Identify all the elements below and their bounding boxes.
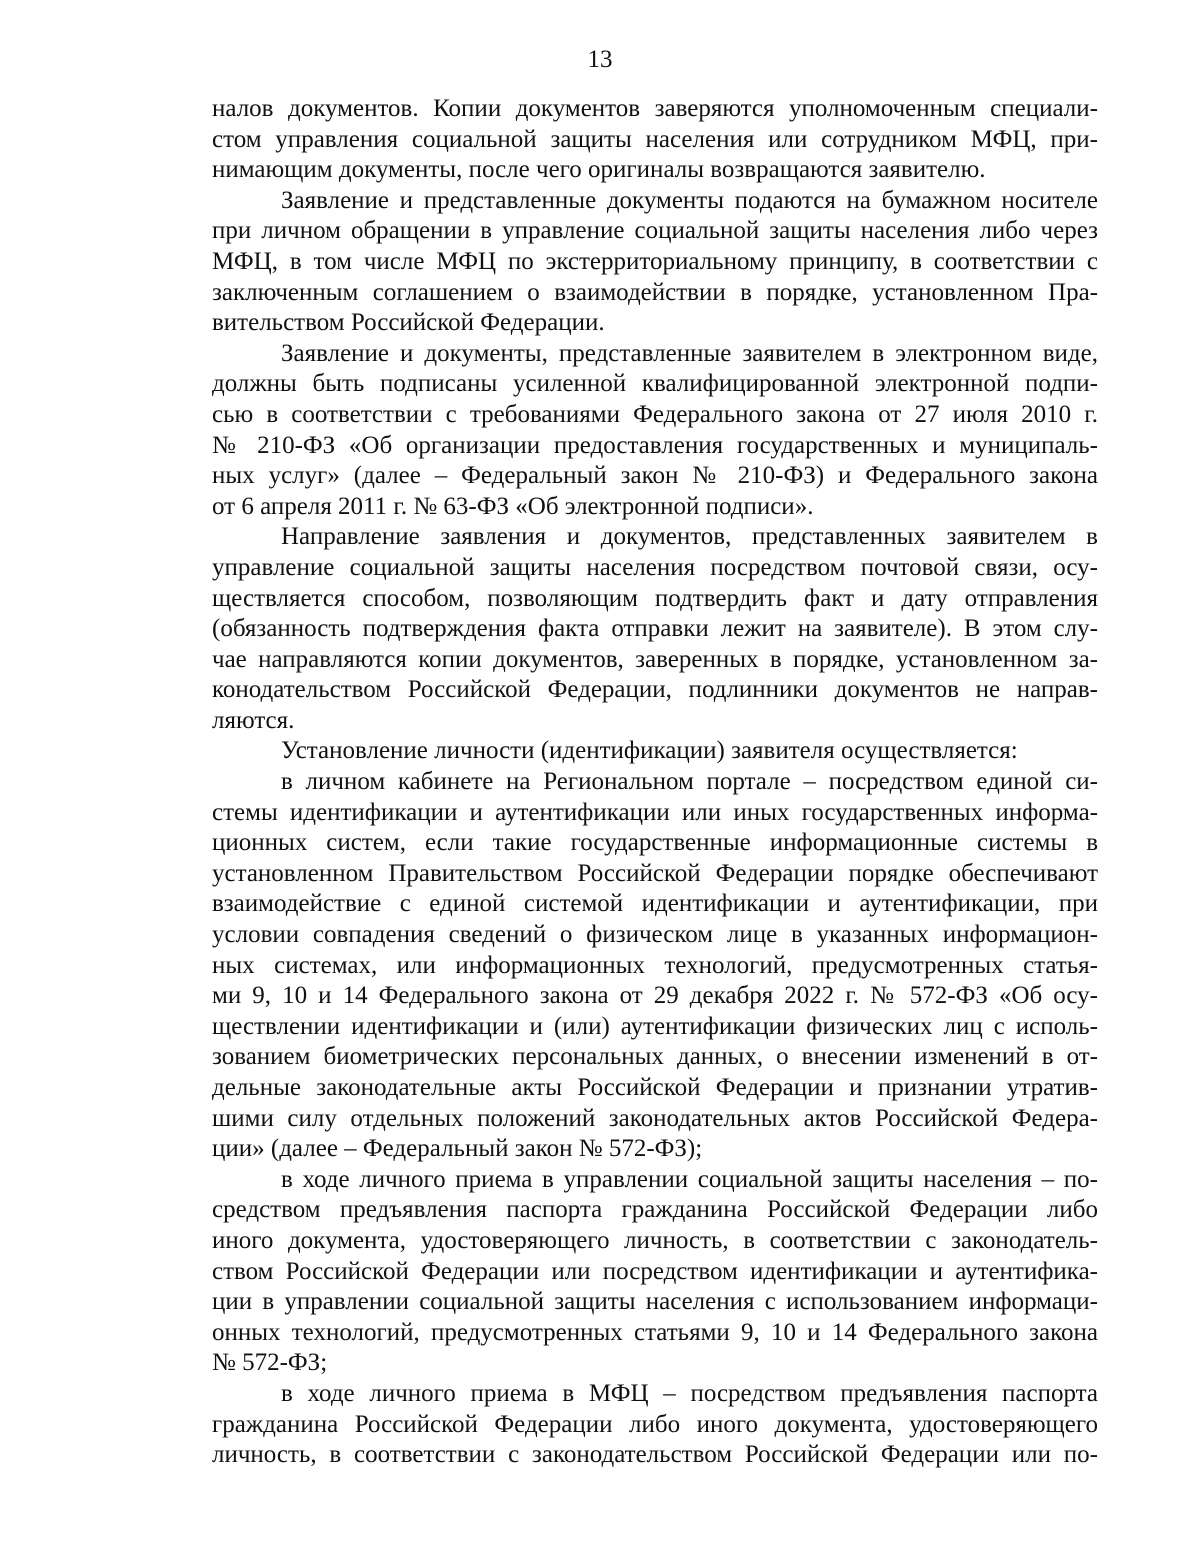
text-line: взаимодействие с единой системой идентификации и аутентификации, при [212, 890, 1098, 918]
text-line: № 572-ФЗ; [212, 1349, 328, 1377]
text-line: дельные законодательные акты Российской Федерации и признании утратив- [212, 1074, 1098, 1101]
text-line: ции» (далее – Федеральный закон № 572-ФЗ); [212, 1135, 703, 1163]
text-line: ных услуг» (далее – Федеральный закон № 210-ФЗ) и Федерального закона [212, 462, 1098, 490]
text-line: в ходе личного приема в МФЦ – посредством предъявления паспорта [281, 1379, 1098, 1407]
text-line: управление социальной защиты населения посредством почтовой связи, осу- [212, 553, 1098, 581]
text-line: от 6 апреля 2011 г. № 63-ФЗ «Об электронной подписи». [212, 492, 814, 520]
text-line: зованием биометрических персональных данных, о внесении изменений в от- [212, 1043, 1098, 1071]
text-line: конодательством Российской Федерации, подлинники документов не направ- [212, 676, 1098, 704]
text-line: Направление заявления и документов, представленных заявителем в [281, 523, 1098, 551]
text-line: ществляется способом, позволяющим подтвердить факт и дату отправления [212, 584, 1098, 612]
page-number: 13 [587, 46, 613, 73]
text-line: МФЦ, в том числе МФЦ по экстерриториальному принципу, в соответствии с [212, 247, 1098, 275]
text-line: должны быть подписаны усиленной квалифицированной электронной подпи- [212, 370, 1098, 398]
text-line: личность, в соответствии с законодательством Российской Федерации или по- [212, 1441, 1098, 1469]
text-line: нимающим документы, после чего оригиналы возвращаются заявителю. [212, 156, 986, 184]
text-line: заключенным соглашением о взаимодействии в порядке, установленном Пра- [212, 278, 1098, 306]
text-line: ществлении идентификации и (или) аутентификации физических лиц с исполь- [212, 1012, 1098, 1040]
text-line: при личном обращении в управление социальной защиты населения либо через [212, 217, 1098, 245]
text-line: ционных систем, если такие государственные информационные системы в [212, 829, 1098, 857]
text-line: ми 9, 10 и 14 Федерального закона от 29 декабря 2022 г. № 572-ФЗ «Об осу- [212, 982, 1098, 1010]
paragraph [212, 1165, 1098, 1379]
text-line: вительством Российской Федерации. [212, 309, 605, 337]
text-line: налов документов. Копии документов заверяются уполномоченным специали- [212, 95, 1098, 122]
text-line: (обязанность подтверждения факта отправки лежит на заявителе). В этом слу- [212, 615, 1098, 643]
paragraph [212, 736, 1098, 767]
text-line: в личном кабинете на Региональном портале – посредством единой си- [281, 768, 1098, 796]
text-line: иного документа, удостоверяющего личность, в соответствии с законодатель- [212, 1226, 1098, 1254]
text-line: условии совпадения сведений о физическом лице в указанных информацион- [212, 921, 1098, 949]
text-line: установленном Правительством Российской Федерации порядке обеспечивают [212, 859, 1098, 887]
text-line: средством предъявления паспорта гражданина Российской Федерации либо [212, 1196, 1098, 1224]
text-line: в ходе личного приема в управлении социальной защиты населения – по- [281, 1165, 1098, 1193]
text-line: № 210-ФЗ «Об организации предоставления государственных и муниципаль- [212, 431, 1098, 459]
text-line: чае направляются копии документов, заверенных в порядке, установленном за- [212, 645, 1098, 673]
paragraph [212, 767, 1098, 1165]
text-line: ных системах, или информационных технологий, предусмотренных статья- [212, 951, 1098, 979]
paragraph [212, 522, 1098, 736]
document-body [212, 94, 1098, 1471]
paragraph [212, 1379, 1098, 1471]
text-line: шими силу отдельных положений законодательных актов Российской Федера- [212, 1104, 1098, 1132]
text-line: ляются. [212, 706, 295, 734]
paragraph [212, 94, 1098, 186]
text-line: сью в соответствии с требованиями Федерального закона от 27 июля 2010 г. [212, 400, 1098, 428]
text-line: ством Российской Федерации или посредством идентификации и аутентифика- [212, 1257, 1098, 1285]
text-line: онных технологий, предусмотренных статьями 9, 10 и 14 Федерального закона [212, 1318, 1098, 1346]
text-line: Заявление и документы, представленные заявителем в электронном виде, [281, 339, 1098, 367]
text-line: Заявление и представленные документы подаются на бумажном носителе [281, 186, 1098, 214]
text-line: стемы идентификации и аутентификации или иных государственных информа- [212, 798, 1098, 826]
text-line: гражданина Российской Федерации либо иного документа, удостоверяющего [212, 1410, 1098, 1438]
paragraph [212, 339, 1098, 523]
text-line: ции в управлении социальной защиты населения с использованием информаци- [212, 1288, 1098, 1316]
text-line: Установление личности (идентификации) заявителя осуществляется: [281, 737, 1018, 765]
text-line: стом управления социальной защиты населения или сотрудником МФЦ, при- [212, 125, 1098, 153]
paragraph [212, 186, 1098, 339]
